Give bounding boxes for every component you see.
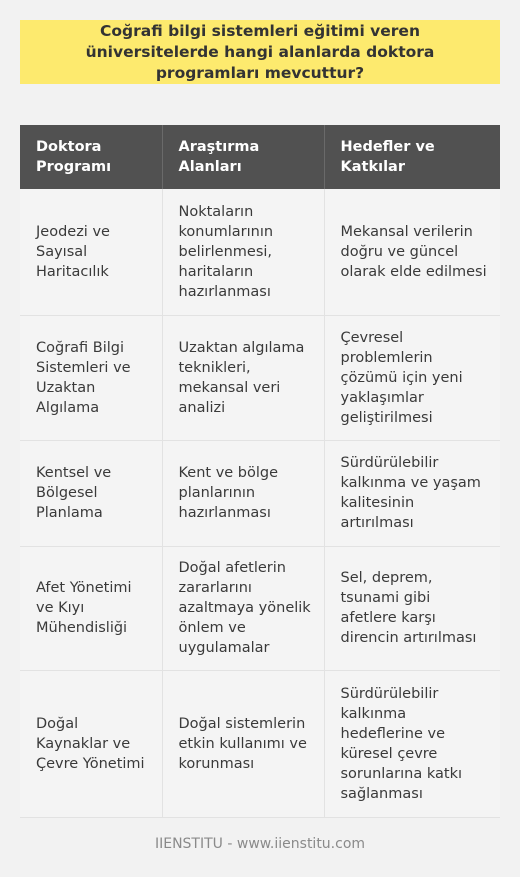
cell-research-areas: Noktaların konumlarının belirlenmesi, haritaların hazırlanması xyxy=(162,189,324,315)
title-banner xyxy=(20,20,500,84)
cell-program: Coğrafi Bilgi Sistemleri ve Uzaktan Algılama xyxy=(20,315,162,440)
doctorate-programs-table xyxy=(20,125,500,818)
footer-credit: IIENSTITU - www.iienstitu.com xyxy=(154,836,366,852)
cell-research-areas: Doğal afetlerin zararlarını azaltmaya yönelik önlem ve uygulamalar xyxy=(162,546,324,670)
table-row xyxy=(20,670,500,817)
table-header-row xyxy=(20,125,500,189)
cell-program: Jeodezi ve Sayısal Haritacılık xyxy=(20,189,162,315)
header-goals: Hedefler ve Katkılar xyxy=(324,125,500,189)
cell-program: Afet Yönetimi ve Kıyı Mühendisliği xyxy=(20,546,162,670)
cell-goals: Mekansal verilerin doğru ve güncel olarak elde edilmesi xyxy=(324,189,500,315)
table-row xyxy=(20,440,500,546)
table-row xyxy=(20,189,500,315)
cell-research-areas: Doğal sistemlerin etkin kullanımı ve korunması xyxy=(162,670,324,817)
table-row xyxy=(20,546,500,670)
header-program: Doktora Programı xyxy=(20,125,162,189)
cell-research-areas: Kent ve bölge planlarının hazırlanması xyxy=(162,440,324,546)
cell-goals: Sel, deprem, tsunami gibi afetlere karşı direncin artırılması xyxy=(324,546,500,670)
cell-program: Kentsel ve Bölgesel Planlama xyxy=(20,440,162,546)
table-row xyxy=(20,315,500,440)
cell-goals: Sürdürülebilir kalkınma ve yaşam kalitesinin artırılması xyxy=(324,440,500,546)
cell-goals: Sürdürülebilir kalkınma hedeflerine ve küresel çevre sorunlarına katkı sağlanması xyxy=(324,670,500,817)
cell-goals: Çevresel problemlerin çözümü için yeni yaklaşımlar geliştirilmesi xyxy=(324,315,500,440)
header-research-areas: Araştırma Alanları xyxy=(162,125,324,189)
cell-research-areas: Uzaktan algılama teknikleri, mekansal veri analizi xyxy=(162,315,324,440)
page-title: Coğrafi bilgi sistemleri eğitimi veren üniversitelerde hangi alanlarda doktora programları mevcuttur? xyxy=(85,21,435,82)
cell-program: Doğal Kaynaklar ve Çevre Yönetimi xyxy=(20,670,162,817)
